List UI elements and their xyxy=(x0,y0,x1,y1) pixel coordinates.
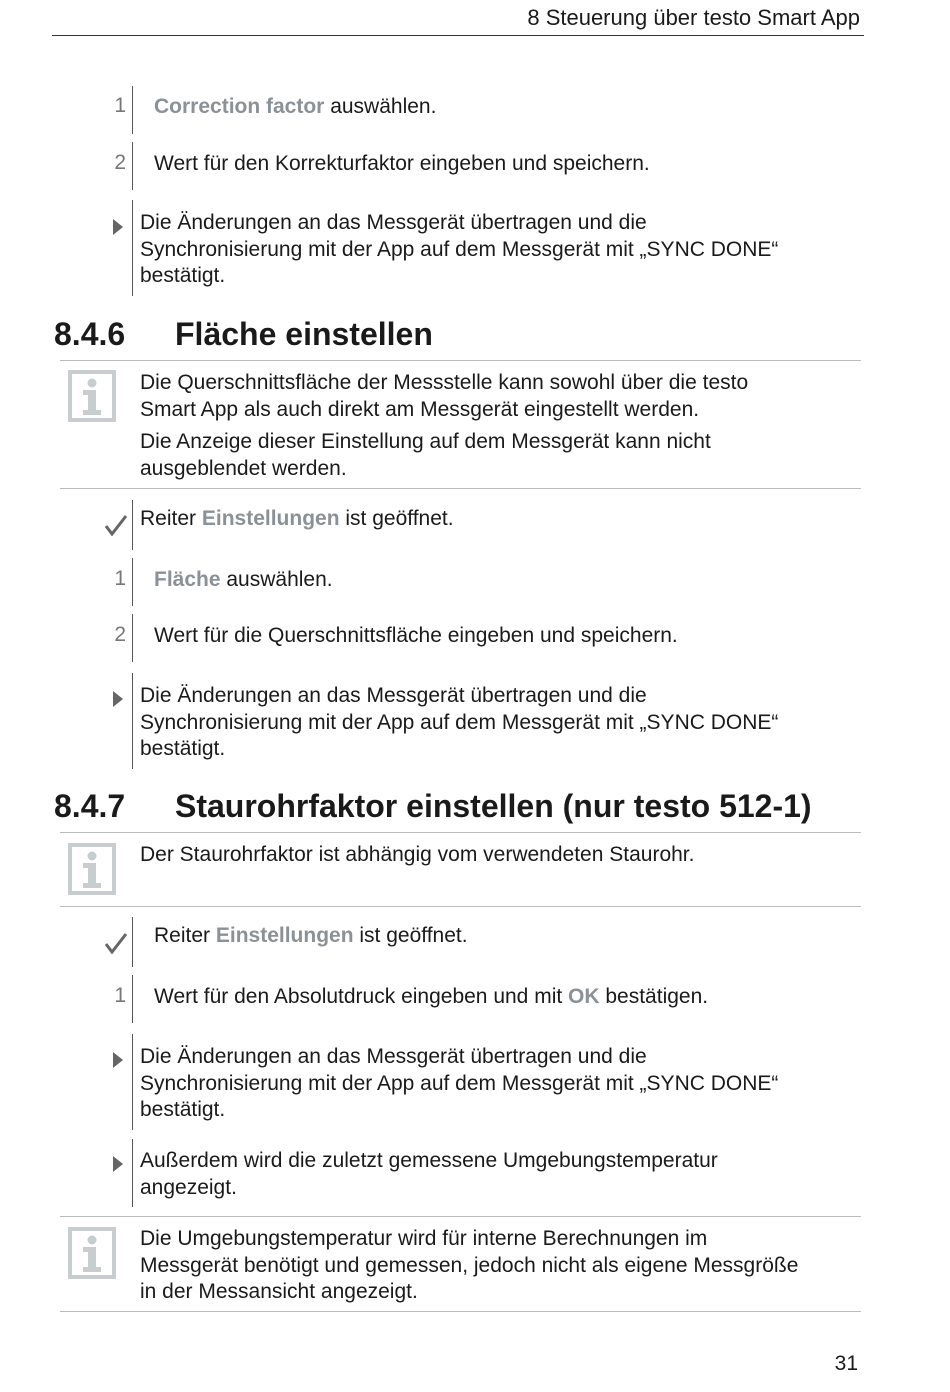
prereq-pre: Reiter xyxy=(140,507,202,530)
checkmark-icon xyxy=(104,514,128,536)
result-line: Synchronisierung mit der App auf dem Messgerät mit „SYNC DONE“ xyxy=(140,1071,779,1095)
info-icon xyxy=(68,370,116,422)
result-text xyxy=(140,683,778,763)
result-arrow-icon xyxy=(112,218,124,236)
info-line: ausgeblendet werden. xyxy=(140,456,347,480)
result-text xyxy=(140,210,778,290)
section-rule xyxy=(60,360,861,361)
prereq-text xyxy=(140,506,454,533)
step-divider xyxy=(132,200,133,296)
info-line: in der Messansicht angezeigt. xyxy=(140,1280,418,1303)
step-divider xyxy=(132,917,133,967)
step-text-post: bestätigen. xyxy=(599,985,709,1008)
result-line: Die Änderungen an das Messgerät übertragen und die xyxy=(140,684,647,707)
step-divider xyxy=(132,86,133,134)
result-arrow-icon xyxy=(112,690,124,708)
prereq-post: ist geöffnet. xyxy=(339,507,454,530)
step-text xyxy=(154,567,333,594)
result-line: Die Änderungen an das Messgerät übertragen und die xyxy=(140,1045,647,1068)
step-divider xyxy=(132,673,133,769)
info-rule xyxy=(60,1311,861,1312)
result-line: Synchronisierung mit der App auf dem Messgerät mit „SYNC DONE“ xyxy=(140,710,779,734)
result-line: bestätigt. xyxy=(140,1098,226,1121)
result-line: bestätigt. xyxy=(140,264,226,287)
step-divider xyxy=(132,614,133,662)
step-number: 1 xyxy=(114,984,126,1007)
step-text: Wert für die Querschnittsfläche eingeben und speichern. xyxy=(154,624,678,647)
step-divider xyxy=(132,1139,133,1207)
step-number: 2 xyxy=(114,623,126,646)
result-line: angezeigt. xyxy=(140,1175,237,1199)
result-line: bestätigt. xyxy=(140,737,226,760)
section-rule xyxy=(60,832,861,833)
checkmark-icon xyxy=(104,932,128,954)
step-text xyxy=(154,984,708,1011)
info-text xyxy=(140,1226,798,1306)
header-title: 8 Steuerung über testo Smart App xyxy=(527,5,860,30)
section-number: 8.4.7 xyxy=(54,788,126,824)
result-arrow-icon xyxy=(112,1051,124,1069)
step-number: 1 xyxy=(114,567,126,590)
ui-term: OK xyxy=(568,985,600,1008)
result-line: Außerdem wird die zuletzt gemessene Umgebungstemperatur xyxy=(140,1149,718,1172)
section-number: 8.4.6 xyxy=(54,316,126,352)
ui-term: Correction factor xyxy=(154,95,325,118)
step-text-pre: Wert für den Absolutdruck eingeben und mit xyxy=(154,985,569,1008)
info-text xyxy=(140,370,748,423)
result-line: Synchronisierung mit der App auf dem Messgerät mit „SYNC DONE“ xyxy=(140,237,779,261)
step-divider xyxy=(132,500,133,550)
section-title: Staurohrfaktor einstellen (nur testo 512-1) xyxy=(175,788,812,824)
step-divider xyxy=(132,975,133,1023)
page-number: 31 xyxy=(834,1352,858,1375)
ui-term: Einstellungen xyxy=(201,507,340,530)
step-divider xyxy=(132,142,133,190)
step-text-rest: auswählen. xyxy=(220,568,333,591)
step-number: 2 xyxy=(114,151,126,174)
step-text: Wert für den Korrekturfaktor eingeben und speichern. xyxy=(154,152,650,175)
info-text xyxy=(140,842,694,869)
step-divider xyxy=(132,1034,133,1130)
ui-term: Einstellungen xyxy=(215,924,354,947)
step-divider xyxy=(132,558,133,606)
result-text xyxy=(140,1148,718,1201)
step-text-rest: auswählen. xyxy=(324,95,437,118)
prereq-post: ist geöffnet. xyxy=(353,924,468,947)
info-line: Die Querschnittsfläche der Messstelle kann sowohl über die testo xyxy=(140,371,749,394)
info-text xyxy=(140,429,711,482)
info-line: Messgerät benötigt und gemessen, jedoch nicht als eigene Messgröße xyxy=(140,1253,799,1277)
step-text xyxy=(154,94,436,121)
result-line: Die Änderungen an das Messgerät übertragen und die xyxy=(140,211,647,234)
info-line: Die Anzeige dieser Einstellung auf dem Messgerät kann nicht xyxy=(140,430,711,453)
section-title: Fläche einstellen xyxy=(175,316,433,352)
info-line: Der Staurohrfaktor ist abhängig vom verwendeten Staurohr. xyxy=(140,843,695,866)
ui-term: Fläche xyxy=(154,568,221,591)
info-rule xyxy=(60,906,861,907)
page-header xyxy=(52,0,864,36)
step-number: 1 xyxy=(114,94,126,117)
prereq-pre: Reiter xyxy=(154,924,216,947)
info-line: Die Umgebungstemperatur wird für interne Berechnungen im xyxy=(140,1227,708,1250)
info-rule xyxy=(60,1216,861,1217)
info-icon xyxy=(68,843,116,895)
result-arrow-icon xyxy=(112,1155,124,1173)
info-rule xyxy=(60,488,861,489)
info-line: Smart App als auch direkt am Messgerät eingestellt werden. xyxy=(140,397,700,421)
prereq-text xyxy=(154,923,468,950)
info-icon xyxy=(68,1227,116,1279)
result-text xyxy=(140,1044,778,1124)
